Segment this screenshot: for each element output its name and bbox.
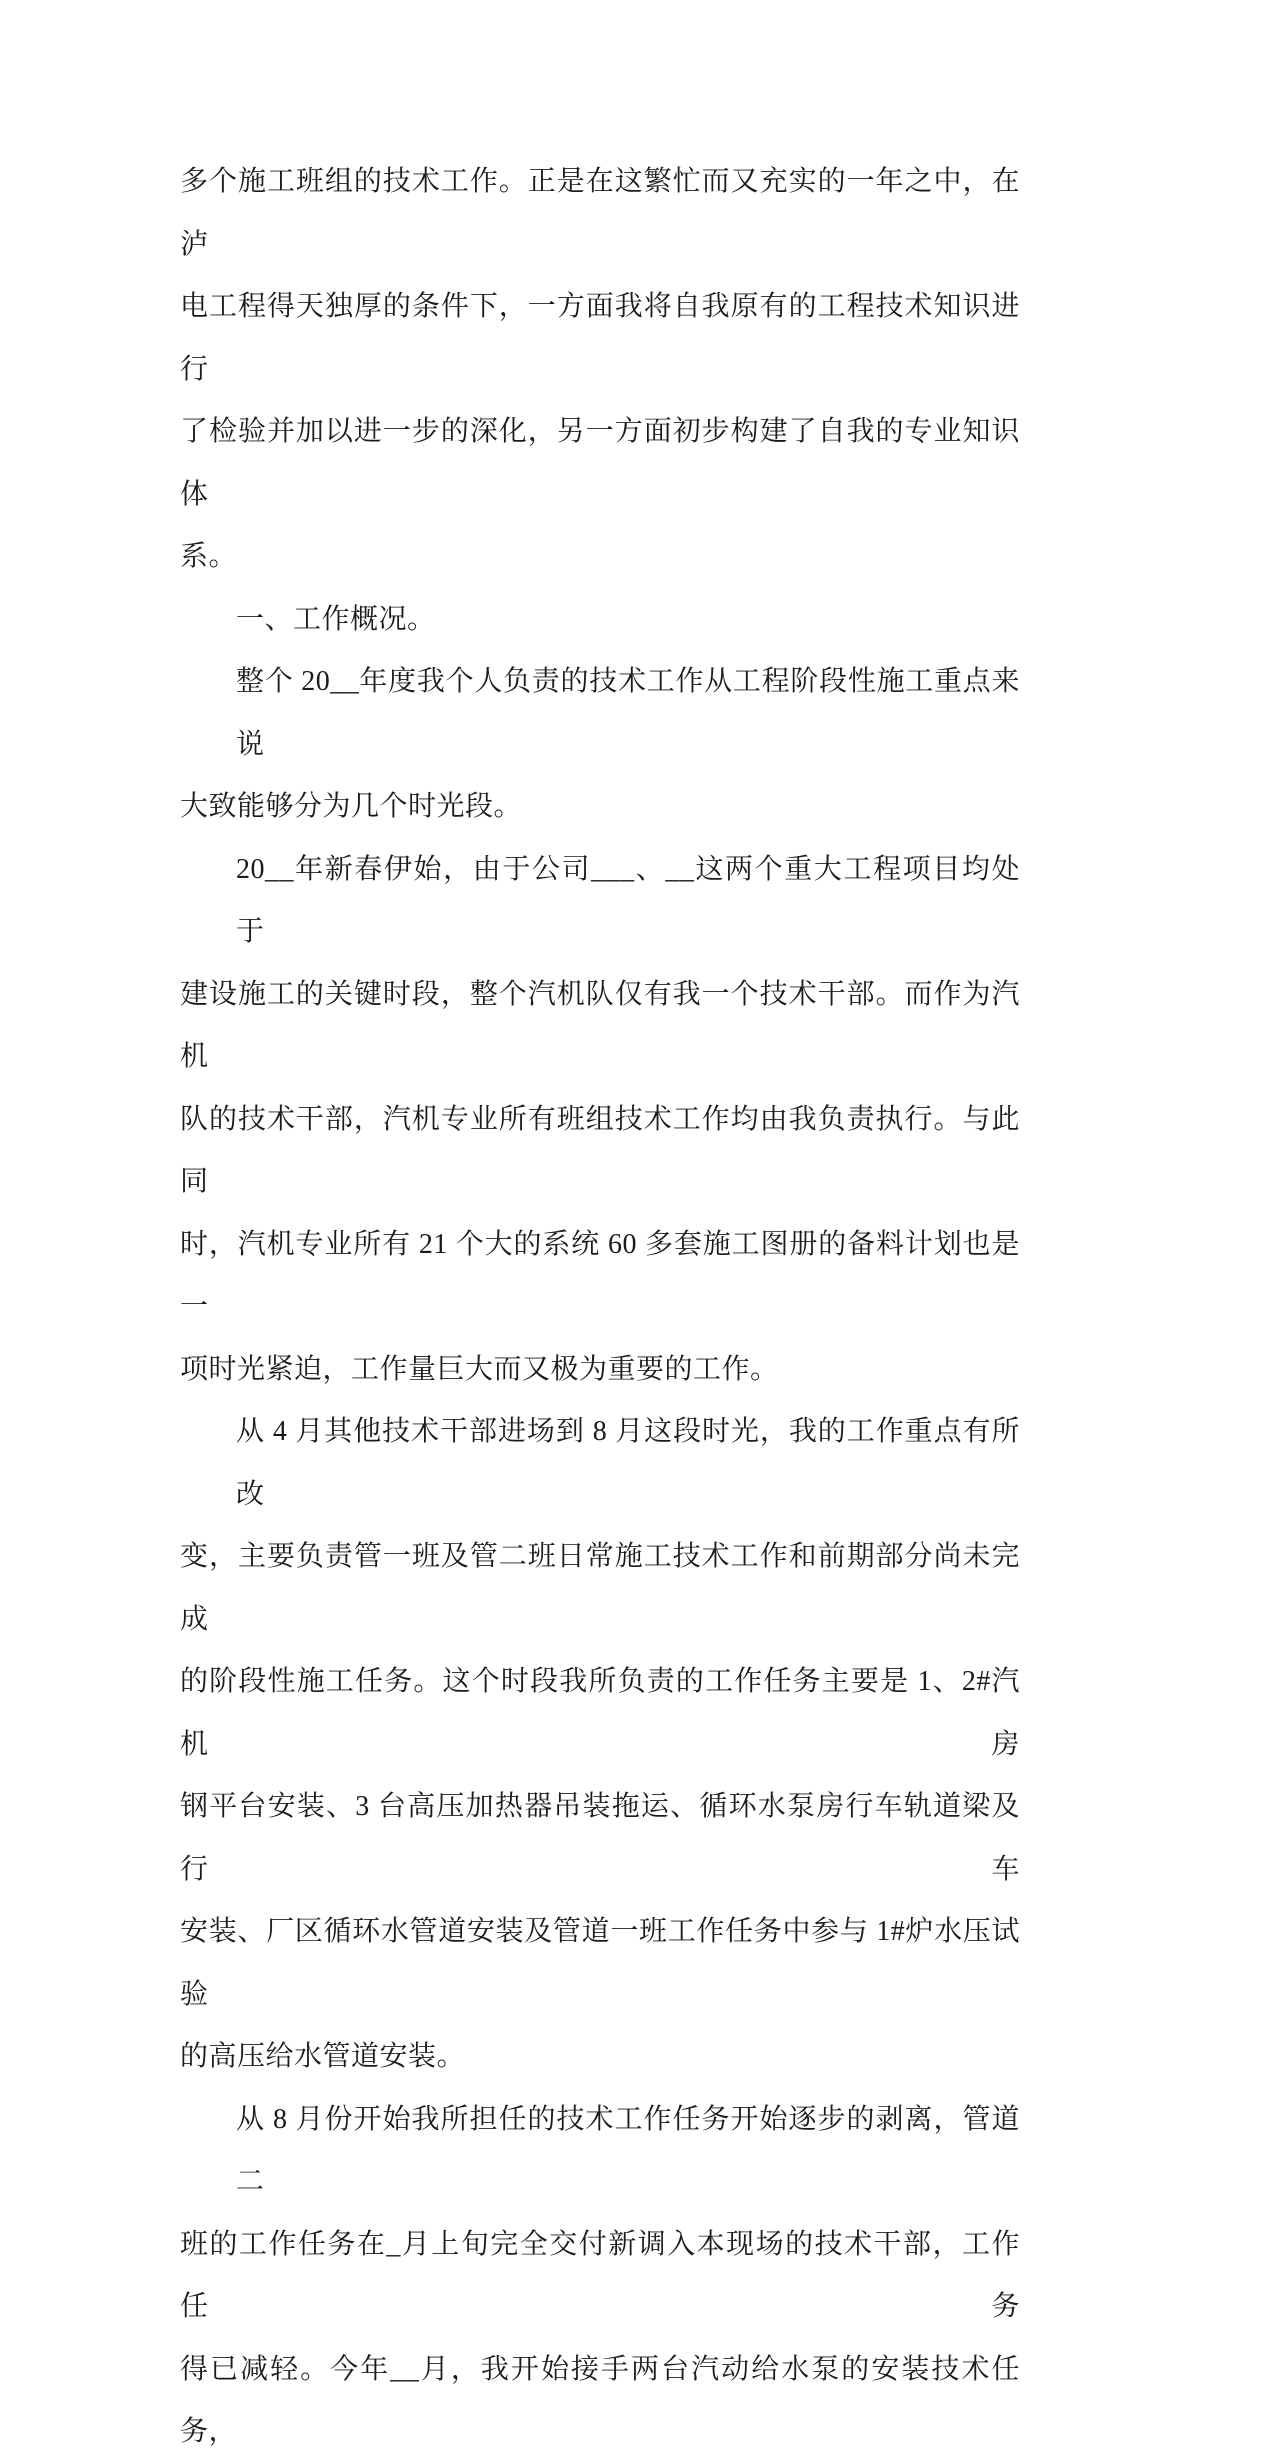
text-line: 多个施工班组的技术工作。正是在这繁忙而又充实的一年之中，在泸 bbox=[180, 166, 1020, 260]
text-line: 了检验并加以进一步的深化，另一方面初步构建了自我的专业知识体 bbox=[180, 416, 1020, 510]
text-line: 安装、厂区循环水管道安装及管道一班工作任务中参与 1#炉水压试验 bbox=[180, 1916, 1020, 2010]
document-body bbox=[180, 151, 1020, 2464]
text-line: 得已减轻。今年__月，我开始接手两台汽动给水泵的安装技术任务， bbox=[180, 2353, 1020, 2447]
text-line: 大致能够分为几个时光段。 bbox=[180, 791, 523, 822]
paragraph bbox=[180, 589, 1020, 652]
text-line: 项时光紧迫，工作量巨大而又极为重要的工作。 bbox=[180, 1353, 779, 1385]
text-line: 队的技术干部，汽机专业所有班组技术工作均由我负责执行。与此同 bbox=[180, 1103, 1020, 1197]
text-line: 整个 20__年度我个人负责的技术工作从工程阶段性施工重点来说 bbox=[236, 666, 1020, 760]
text-line: 一、工作概况。 bbox=[236, 603, 436, 635]
text-line: 的高压给水管道安装。 bbox=[180, 2041, 466, 2072]
text-line: 变，主要负责管一班及管二班日常施工技术工作和前期部分尚未完成 bbox=[180, 1541, 1020, 1635]
paragraph bbox=[180, 651, 1020, 839]
text-line: 从 8 月份开始我所担任的技术工作任务开始逐步的剥离，管道二 bbox=[236, 2103, 1020, 2197]
text-line: 的阶段性施工任务。这个时段我所负责的工作任务主要是 1、2#汽机房 bbox=[180, 1666, 1020, 1760]
paragraph bbox=[180, 151, 1020, 589]
paragraph bbox=[180, 1401, 1020, 2089]
text-line: 钢平台安装、3 台高压加热器吊装拖运、循环水泵房行车轨道梁及行车 bbox=[180, 1791, 1020, 1885]
text-line: 时，汽机专业所有 21 个大的系统 60 多套施工图册的备料计划也是一 bbox=[180, 1228, 1020, 1322]
text-line: 从 4 月其他技术干部进场到 8 月这段时光，我的工作重点有所改 bbox=[236, 1416, 1020, 1510]
text-line: 建设施工的关键时段，整个汽机队仅有我一个技术干部。而作为汽机 bbox=[180, 978, 1020, 1072]
text-line: 系。 bbox=[180, 541, 238, 572]
text-line: 电工程得天独厚的条件下，一方面我将自我原有的工程技术知识进行 bbox=[180, 291, 1020, 385]
paragraph bbox=[180, 839, 1020, 1402]
text-line: 20__年新春伊始，由于公司___、__这两个重大工程项目均处于 bbox=[236, 853, 1020, 947]
text-line: 班的工作任务在_月上旬完全交付新调入本现场的技术干部，工作任务 bbox=[180, 2228, 1020, 2322]
paragraph bbox=[180, 2089, 1020, 2464]
